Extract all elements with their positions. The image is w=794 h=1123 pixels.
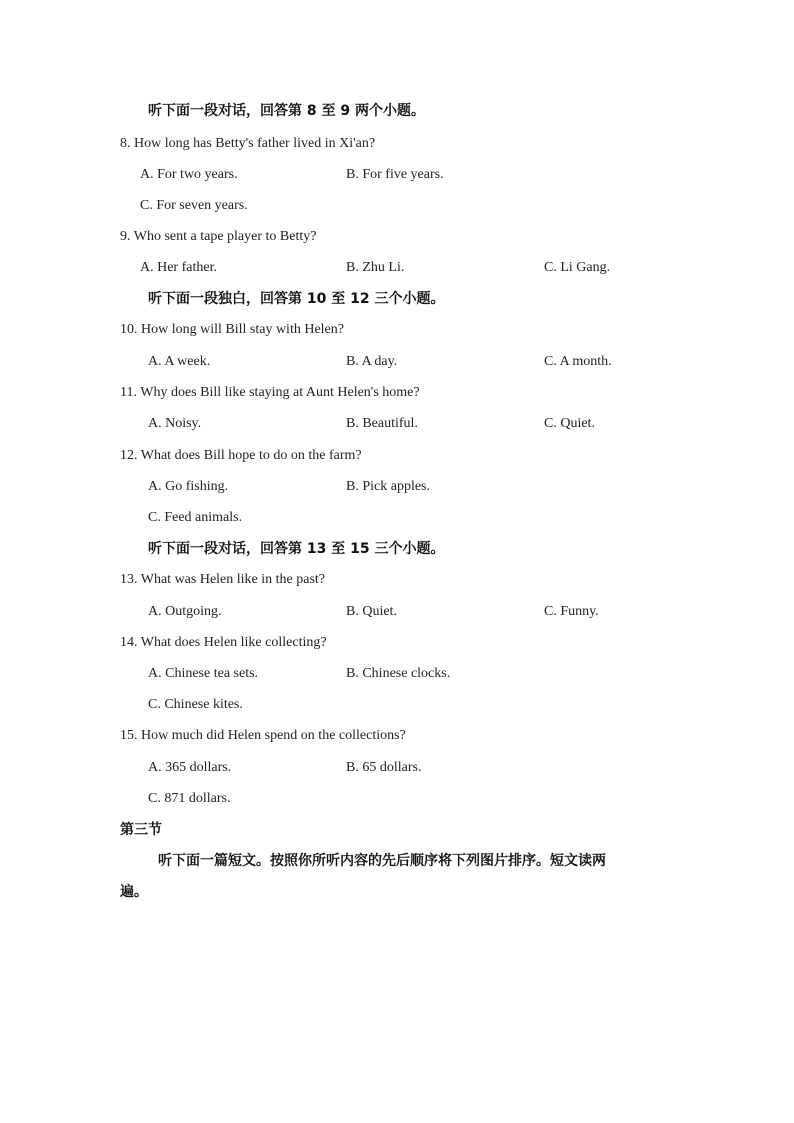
question-13-option-a: A. Outgoing.	[148, 604, 222, 619]
question-8-stem: 8. How long has Betty's father lived in Xi'an?	[120, 136, 376, 151]
question-15-option-a: A. 365 dollars.	[148, 760, 232, 775]
section-instruction-13-15: 听下面一段对话，回答第 13 至 15 三个小题。	[148, 541, 445, 557]
question-9-option-a: A. Her father.	[140, 260, 217, 275]
question-12-option-b: B. Pick apples.	[346, 479, 430, 494]
question-10-stem: 10. How long will Bill stay with Helen?	[120, 322, 344, 337]
question-11-option-a: A. Noisy.	[148, 416, 202, 431]
question-14-option-a: A. Chinese tea sets.	[148, 666, 259, 681]
section-instruction-8-9: 听下面一段对话，回答第 8 至 9 两个小题。	[148, 103, 425, 119]
question-13-option-c: C. Funny.	[544, 604, 599, 619]
question-11-stem: 11. Why does Bill like staying at Aunt Helen's home?	[120, 385, 420, 400]
question-8-option-a: A. For two years.	[140, 167, 238, 182]
question-12-option-c: C. Feed animals.	[148, 510, 243, 525]
question-10-option-b: B. A day.	[346, 354, 398, 369]
question-12-stem: 12. What does Bill hope to do on the farm?	[120, 448, 362, 463]
question-13-stem: 13. What was Helen like in the past?	[120, 572, 326, 587]
question-15-option-b: B. 65 dollars.	[346, 760, 422, 775]
question-9-option-b: B. Zhu Li.	[346, 260, 405, 275]
question-10-option-c: C. A month.	[544, 354, 612, 369]
question-15-stem: 15. How much did Helen spend on the collections?	[120, 728, 406, 743]
question-8-option-b: B. For five years.	[346, 167, 444, 182]
question-11-option-c: C. Quiet.	[544, 416, 595, 431]
section-instruction-10-12: 听下面一段独白，回答第 10 至 12 三个小题。	[148, 291, 445, 307]
question-9-stem: 9. Who sent a tape player to Betty?	[120, 229, 317, 244]
part-3-instruction-line-1: 听下面一篇短文。按照你所听内容的先后顺序将下列图片排序。短文读两	[158, 853, 606, 869]
question-14-stem: 14. What does Helen like collecting?	[120, 635, 327, 650]
question-8-option-c: C. For seven years.	[140, 198, 248, 213]
question-9-option-c: C. Li Gang.	[544, 260, 611, 275]
question-14-option-c: C. Chinese kites.	[148, 697, 243, 712]
question-10-option-a: A. A week.	[148, 354, 211, 369]
question-11-option-b: B. Beautiful.	[346, 416, 418, 431]
question-14-option-b: B. Chinese clocks.	[346, 666, 451, 681]
part-3-instruction-line-2: 遍。	[120, 884, 148, 900]
question-12-option-a: A. Go fishing.	[148, 479, 229, 494]
question-13-option-b: B. Quiet.	[346, 604, 397, 619]
part-3-title: 第三节	[120, 822, 162, 838]
question-15-option-c: C. 871 dollars.	[148, 791, 231, 806]
